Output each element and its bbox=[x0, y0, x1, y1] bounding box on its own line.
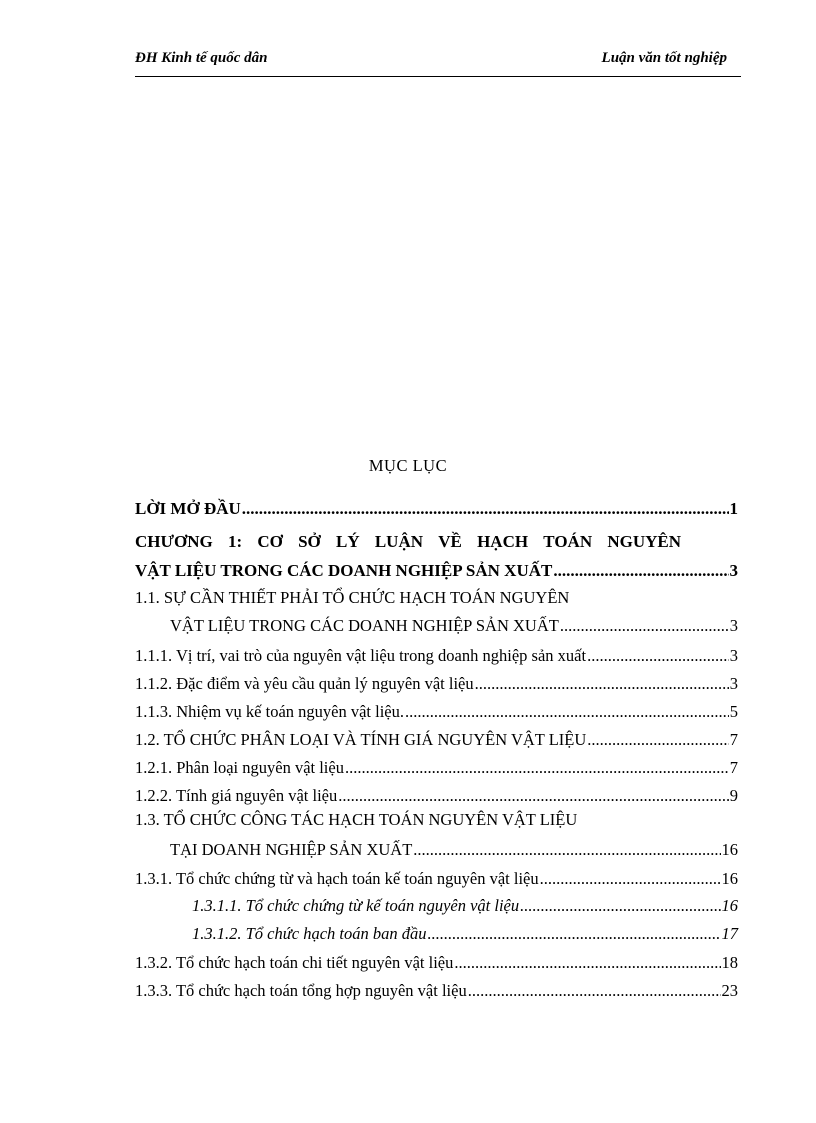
toc-word: VỀ bbox=[438, 532, 462, 551]
toc-entry-text: 1.3.2. Tổ chức hạch toán chi tiết nguyên vật liệu bbox=[135, 953, 454, 972]
toc-page-number: 7 bbox=[729, 758, 738, 777]
toc-entry-1-2-2 bbox=[135, 786, 738, 806]
toc-leader bbox=[413, 840, 720, 860]
toc-entry-1-1-3 bbox=[135, 702, 738, 722]
toc-entry-text: 1.2.2. Tính giá nguyên vật liệu bbox=[135, 786, 338, 805]
toc-page-number: 16 bbox=[721, 869, 738, 888]
toc-page-number: 3 bbox=[729, 674, 738, 693]
toc-leader bbox=[553, 561, 728, 581]
toc-leader bbox=[345, 758, 729, 778]
toc-entry-1-1-2 bbox=[135, 674, 738, 694]
toc-page-number: 3 bbox=[729, 561, 738, 580]
toc-title: MỤC LỤC bbox=[368, 456, 448, 475]
toc-word: CHƯƠNG bbox=[135, 532, 213, 551]
toc-leader bbox=[454, 953, 720, 973]
toc-entry-1-3-line2 bbox=[135, 840, 738, 860]
toc-entry-1-1-1 bbox=[135, 646, 738, 666]
toc-page-number: 16 bbox=[721, 840, 738, 859]
toc-entry-text: 1.3.1.1. Tổ chức chứng từ kế toán nguyên vật liệu bbox=[192, 896, 520, 915]
toc-leader bbox=[587, 730, 728, 750]
toc-page-number: 3 bbox=[729, 616, 738, 635]
toc-page-number: 5 bbox=[729, 702, 738, 721]
toc-page-number: 16 bbox=[721, 896, 738, 915]
toc-entry-1-3 bbox=[135, 810, 738, 830]
toc-entry-1-3-2 bbox=[135, 953, 738, 973]
toc-entry-text: 1.2.1. Phân loại nguyên vật liệu bbox=[135, 758, 344, 777]
toc-entry-1-3-3 bbox=[135, 981, 738, 1001]
toc-entry-1-3-1-2 bbox=[135, 924, 738, 944]
toc-entry-text: 1.1.2. Đặc điểm và yêu cầu quản lý nguyên vật liệu bbox=[135, 674, 474, 693]
toc-leader bbox=[242, 499, 729, 519]
toc-word: HẠCH bbox=[477, 532, 529, 551]
toc-page-number: 18 bbox=[721, 953, 738, 972]
toc-entry-text: 1.1.1. Vị trí, vai trò của nguyên vật liệu trong doanh nghiệp sản xuất bbox=[135, 646, 587, 665]
toc-leader bbox=[587, 646, 729, 666]
toc-entry-intro bbox=[135, 499, 738, 519]
toc-word: LUẬN bbox=[374, 532, 424, 551]
toc-word: NGUYÊN bbox=[607, 532, 681, 551]
toc-entry-text: LỜI MỞ ĐẦU bbox=[135, 499, 241, 518]
toc-entry-1-2 bbox=[135, 730, 738, 750]
header-institution: ĐH Kinh tế quốc dân bbox=[135, 50, 268, 66]
toc-entry-text: 1.3.1.2. Tổ chức hạch toán ban đầu bbox=[192, 924, 427, 943]
toc-word: SỞ bbox=[298, 532, 321, 551]
toc-entry-1-2-1 bbox=[135, 758, 738, 778]
toc-entry-text: 1.3. TỔ CHỨC CÔNG TÁC HẠCH TOÁN NGUYÊN VẬT LIỆU bbox=[135, 810, 578, 829]
toc-leader bbox=[427, 924, 720, 944]
toc-word: 1: bbox=[227, 532, 243, 551]
toc-word: LÝ bbox=[336, 532, 360, 551]
toc-page-number: 7 bbox=[729, 730, 738, 749]
toc-entry-1-1-line2 bbox=[135, 616, 738, 636]
toc-page-number: 23 bbox=[721, 981, 738, 1000]
toc-entry-text: 1.3.3. Tổ chức hạch toán tổng hợp nguyên vật liệu bbox=[135, 981, 467, 1000]
toc-entry-text: VẬT LIỆU TRONG CÁC DOANH NGHIỆP SẢN XUẤT bbox=[135, 561, 553, 580]
toc-leader bbox=[468, 981, 721, 1001]
toc-leader bbox=[405, 702, 729, 722]
toc-entry-chapter1 bbox=[135, 532, 738, 552]
page-header bbox=[135, 48, 741, 77]
toc-word: CƠ bbox=[257, 532, 283, 551]
toc-leader bbox=[560, 616, 729, 636]
toc-leader bbox=[475, 674, 729, 694]
toc-entry-chapter1-line2 bbox=[135, 561, 738, 581]
toc-leader bbox=[338, 786, 729, 806]
header-doc-type: Luận văn tốt nghiệp bbox=[601, 50, 727, 66]
toc-entry-text: VẬT LIỆU TRONG CÁC DOANH NGHIỆP SẢN XUẤT bbox=[170, 616, 559, 635]
toc-entry-1-3-1-1 bbox=[135, 896, 738, 916]
toc-page-number: 3 bbox=[729, 646, 738, 665]
toc-word: TOÁN bbox=[543, 532, 593, 551]
toc-page-number: 9 bbox=[729, 786, 738, 805]
toc-leader bbox=[540, 869, 721, 889]
toc-entry-text: 1.1.3. Nhiệm vụ kế toán nguyên vật liệu. bbox=[135, 702, 404, 721]
toc-entry-text: 1.2. TỔ CHỨC PHÂN LOẠI VÀ TÍNH GIÁ NGUYÊN VẬT LIỆU bbox=[135, 730, 587, 749]
toc-entry-line1 bbox=[135, 532, 681, 552]
toc-entry-text: 1.3.1. Tổ chức chứng từ và hạch toán kế toán nguyên vật liệu bbox=[135, 869, 539, 888]
toc-page-number: 17 bbox=[721, 924, 738, 943]
toc-leader bbox=[520, 896, 720, 916]
toc-page-number: 1 bbox=[729, 499, 738, 518]
toc-entry-1-3-1 bbox=[135, 869, 738, 889]
toc-entry-1-1 bbox=[135, 588, 738, 608]
toc-entry-text: TẠI DOANH NGHIỆP SẢN XUẤT bbox=[170, 840, 413, 859]
toc-entry-text: 1.1. SỰ CẦN THIẾT PHẢI TỔ CHỨC HẠCH TOÁN NGUYÊN bbox=[135, 588, 570, 607]
